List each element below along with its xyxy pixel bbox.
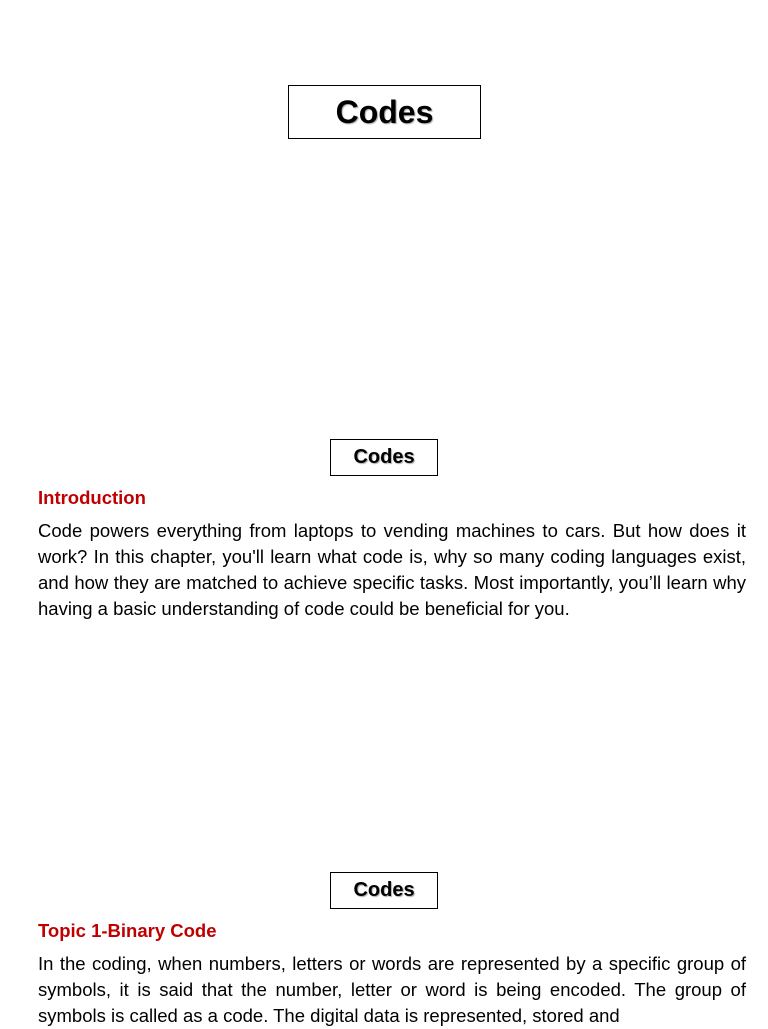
section-heading-binary-code: Topic 1-Binary Code [38,920,217,941]
section-title-box: Codes [330,872,438,909]
section-paragraph-introduction: Code powers everything from laptops to vending machines to cars. But how does it work? In this chapter, you'll learn what code is, why so many coding languages exist, and how they are matched to achieve specific tasks. Most importantly, you’ll learn why having a basic understanding of code could be beneficial for you. [38,520,746,619]
page-title: Codes [288,85,481,139]
section-heading-introduction: Introduction [38,487,146,508]
section-title-box: Codes [330,439,438,476]
section-paragraph-binary-code: In the coding, when numbers, letters or words are represented by a specific group of symbols, it is said that the number, letter or word is being encoded. The group of symbols is called as a code. The digital data is represented, stored and [38,953,746,1026]
